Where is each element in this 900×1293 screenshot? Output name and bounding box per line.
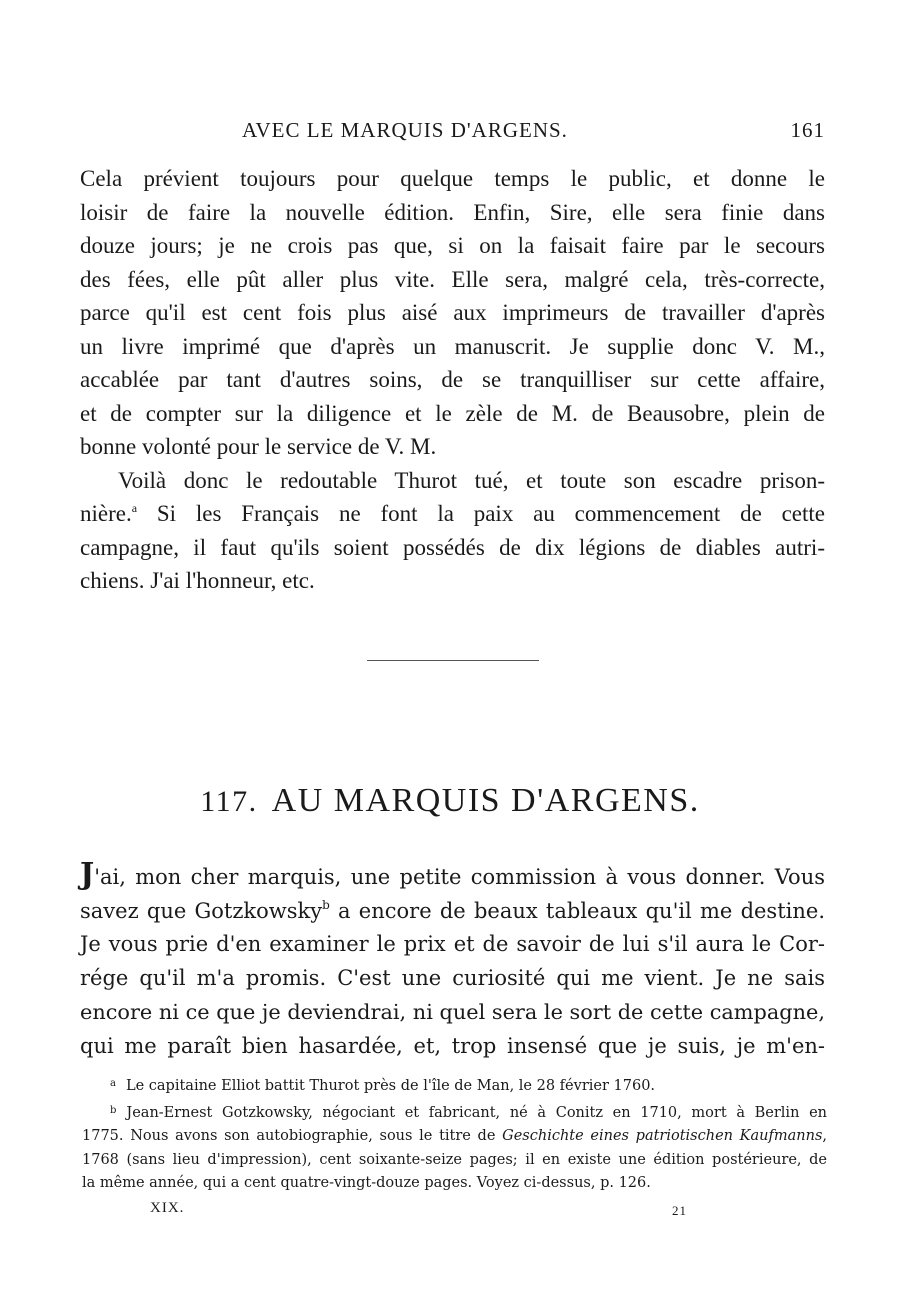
text-line: loisir de faire la nouvelle édition. Enfin, Sire, elle sera finie dans — [80, 199, 825, 225]
paragraph-1 — [80, 162, 825, 464]
text-fragment: 'ai, mon cher marquis, une petite commission à vous donner. Vous — [94, 865, 825, 889]
letter-title: AU MARQUIS D'ARGENS. — [271, 782, 700, 819]
text-line: parce qu'il est cent fois plus aisé aux imprimeurs de travailler d'après — [80, 300, 825, 325]
page-number: 161 — [790, 118, 825, 142]
footnote-mark: b — [110, 1104, 117, 1116]
text-line: rége qu'il m'a promis. C'est une curiosité qui me vient. Je ne sais — [80, 966, 825, 991]
text-line: un livre imprimé que d'après un manuscrit. Je supplie donc V. M., — [80, 333, 825, 359]
text-line: des fées, elle pût aller plus vite. Elle sera, malgré cela, très-correcte, — [80, 266, 825, 292]
text-line: campagne, il faut qu'ils soient possédés de dix légions de diables autri- — [80, 534, 825, 560]
text-fragment: a encore de beaux tableaux qu'il me destine. — [329, 898, 825, 923]
footnote-line: la même année, qui a cent quatre-vingt-douze pages. Voyez ci-dessus, p. 126. — [82, 1175, 651, 1191]
first-letter-text — [80, 162, 825, 598]
text-fragment: savez que Gotzkowsky — [80, 898, 323, 923]
drop-cap: J — [80, 857, 95, 892]
text-line: bonne volonté pour le service de V. M. — [80, 434, 437, 459]
letter-heading — [0, 782, 900, 820]
running-head — [80, 118, 825, 148]
text-line — [80, 497, 825, 531]
text-line: qui me paraît bien hasardée, et, trop insensé que je suis, je m'en- — [80, 1033, 825, 1058]
text-line: Cela prévient toujours pour quelque temps le public, et donne le — [80, 166, 825, 191]
book-title: Geschichte eines patriotischen Kaufmanns — [502, 1128, 823, 1144]
text-line: accablée par tant d'autres soins, de se tranquilliser sur cette affaire, — [80, 367, 825, 392]
text-line: et de compter sur la diligence et le zèle de M. de Beausobre, plein de — [80, 400, 825, 426]
footnote-b — [82, 1099, 827, 1126]
paragraph-2 — [80, 464, 825, 598]
volume-signature: XIX. — [150, 1200, 185, 1216]
text-fragment: nière. — [80, 501, 132, 526]
text-fragment: , — [822, 1128, 827, 1144]
footnote-text: Jean-Ernest Gotzkowsky, négociant et fabricant, né à Conitz en 1710, mort à Berlin en — [126, 1104, 827, 1121]
text-line: encore ni ce que je deviendrai, ni quel sera le sort de cette campagne, — [80, 999, 825, 1024]
text-line: Voilà donc le redoutable Thurot tué, et toute son escadre prison- — [118, 467, 825, 493]
footnote-ref-a[interactable]: a — [131, 501, 138, 515]
footnote-mark: a — [110, 1078, 116, 1089]
footnote-a — [82, 1072, 827, 1099]
text-fragment: Si les Français ne font la paix au commencement de cette — [137, 501, 825, 526]
text-line: chiens. J'ai l'honneur, etc. — [80, 568, 315, 593]
footnote-text: Le capitaine Elliot battit Thurot près de l'île de Man, le 28 février 1760. — [125, 1078, 656, 1094]
footnote-line — [82, 1125, 827, 1149]
text-line: douze jours; je ne crois pas que, si on la faisait faire par le secours — [80, 233, 825, 258]
section-divider — [367, 660, 539, 661]
text-line — [80, 858, 825, 895]
text-line — [80, 895, 825, 929]
second-letter-text — [80, 858, 825, 1063]
text-line: Je vous prie d'en examiner le prix et de savoir de lui s'il aura le Cor- — [80, 932, 825, 957]
text-fragment: 1775. Nous avons son autobiographie, sous le titre de — [82, 1128, 503, 1144]
sheet-number: 21 — [672, 1203, 687, 1218]
footnote-line: 1768 (sans lieu d'impression), cent soixante-seize pages; il en existe une édition postérieure, de — [82, 1151, 827, 1168]
footnote-ref-b[interactable]: b — [322, 897, 330, 912]
running-head-title: AVEC LE MARQUIS D'ARGENS. — [242, 118, 568, 142]
letter-number: 117. — [200, 785, 258, 818]
footnotes — [82, 1072, 827, 1196]
